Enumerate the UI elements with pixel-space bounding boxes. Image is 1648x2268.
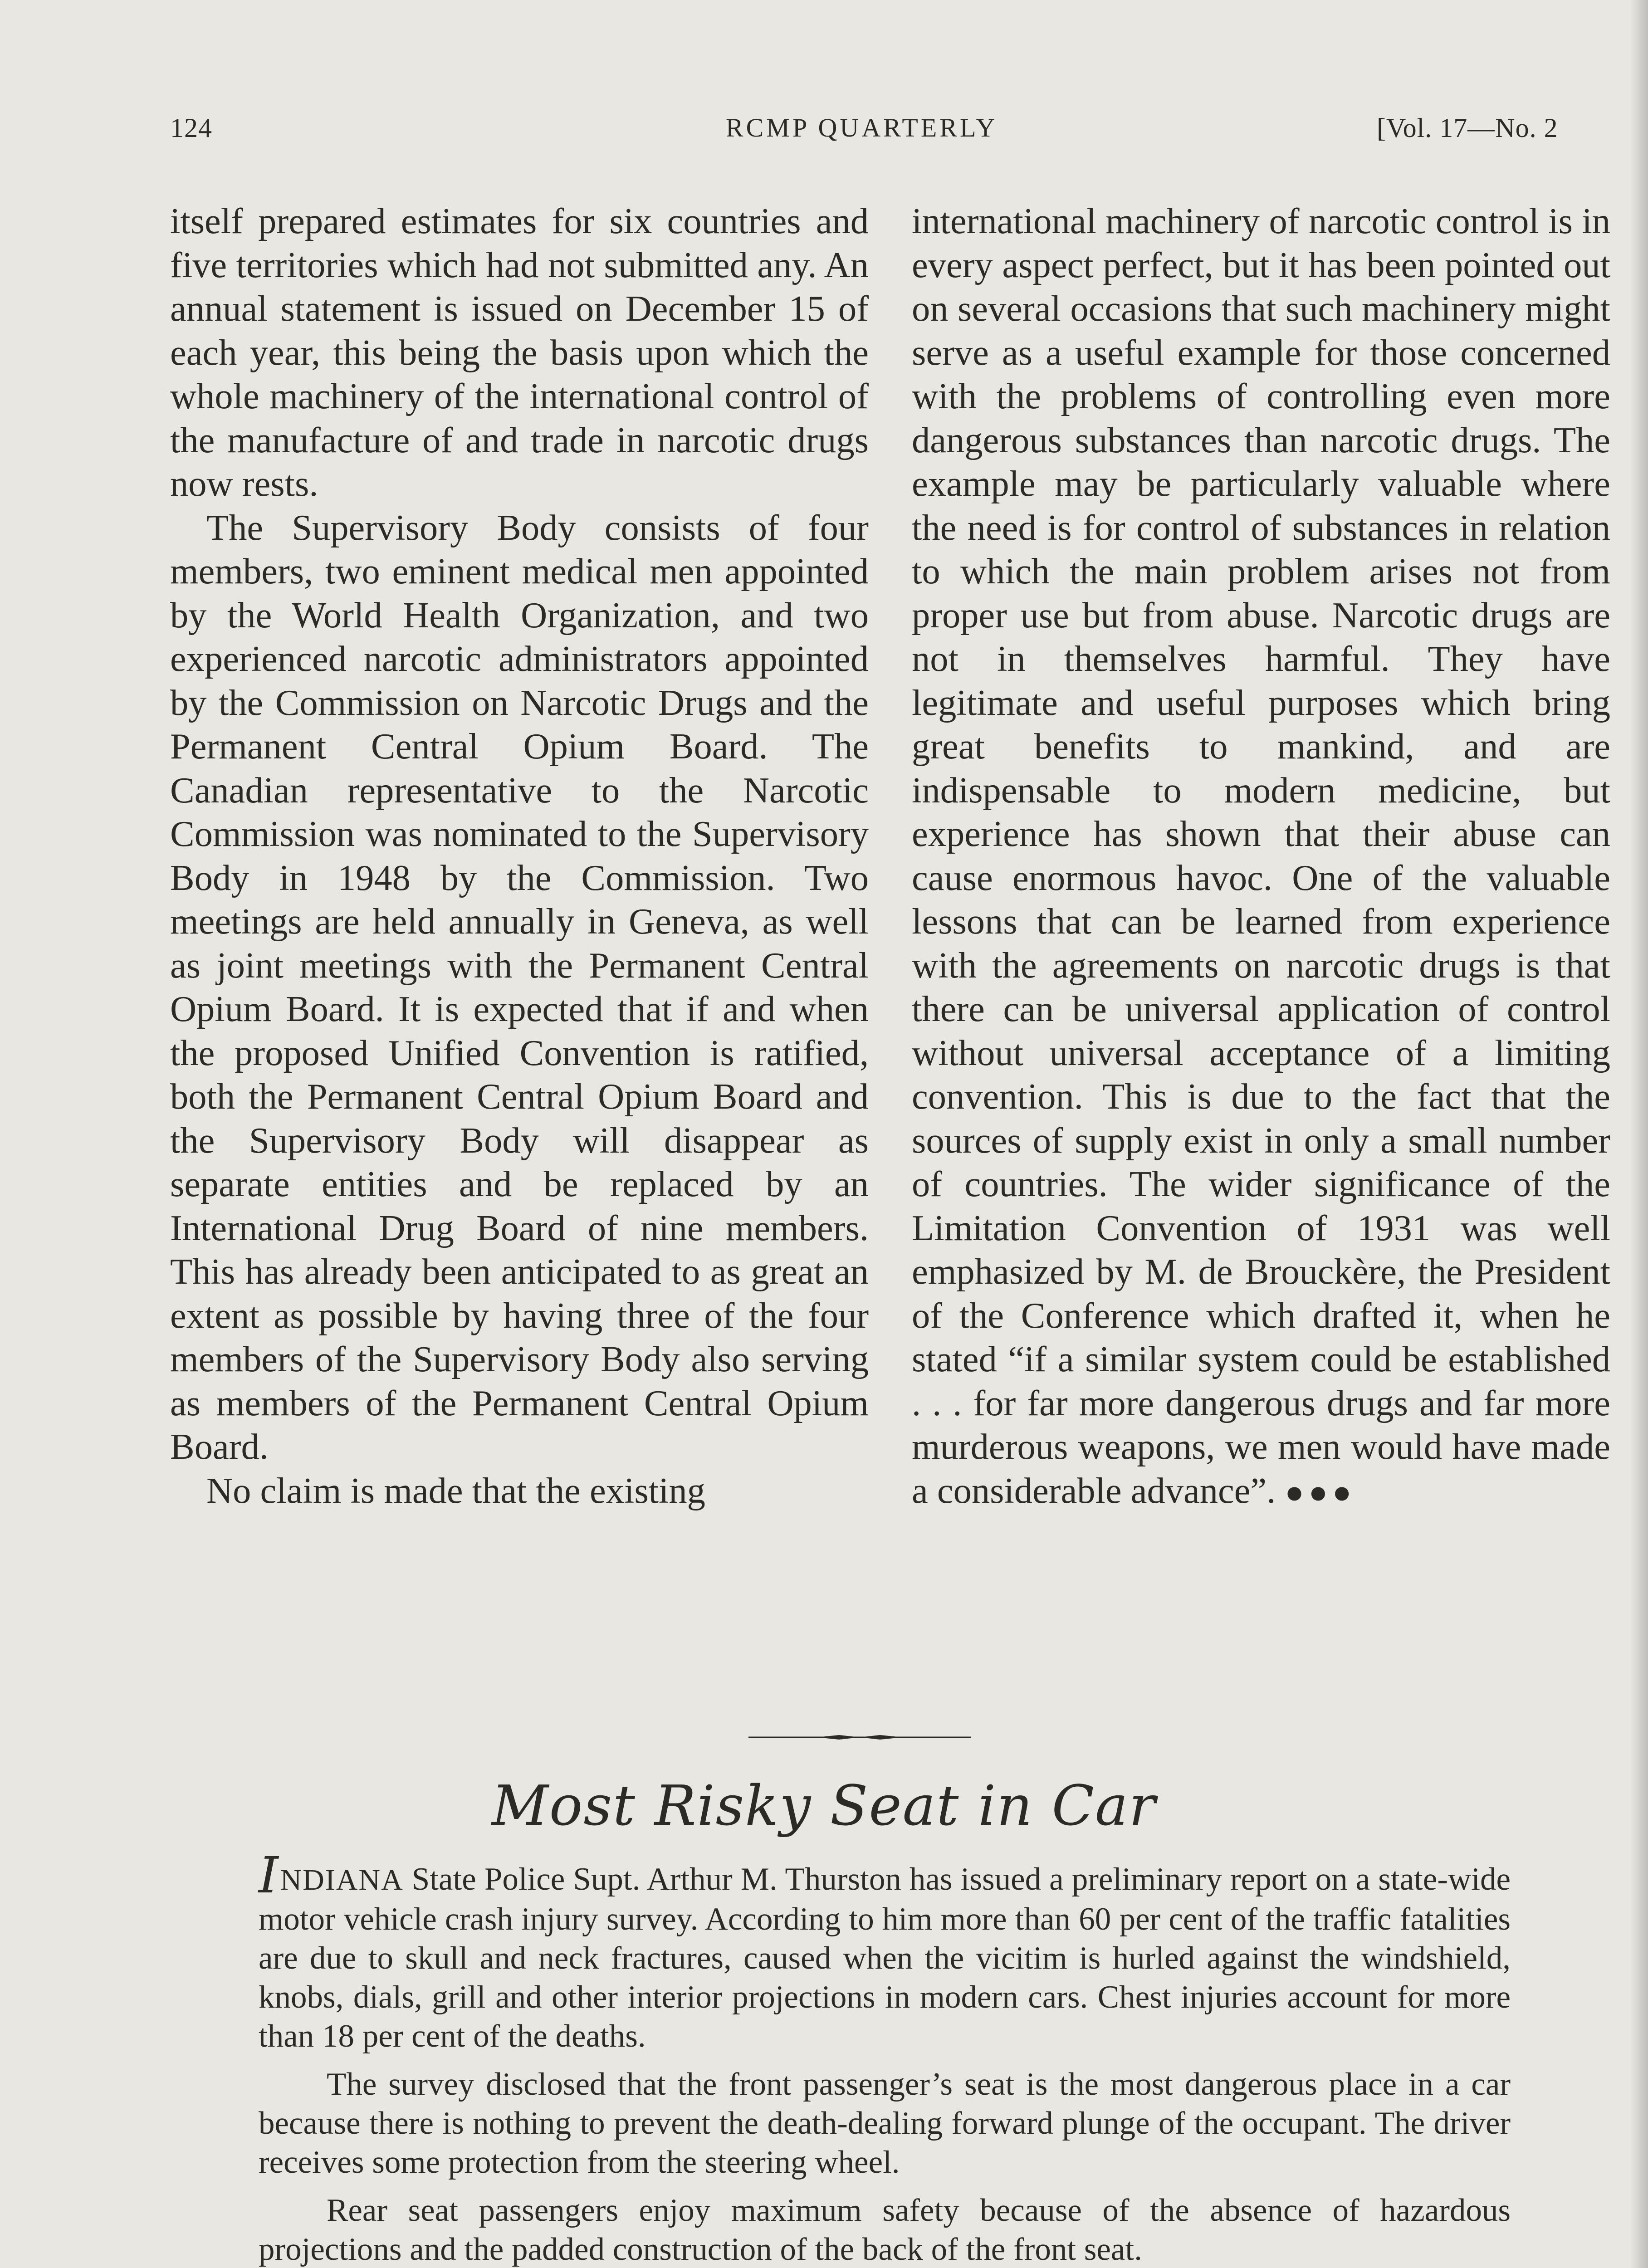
left-paragraph-2: The Supervisory Body consists of four members, two eminent medical men appointed by the World Health Organization, and two experienced narcotic administrators appointed by the Commission on Narcotic Drugs and the Permanent Central Opium Board. The Canadian representative to the Narcotic Commission was nominated to the Supervisory Body in 1948 by the Commission. Two meetings are held annually in Geneva, as well as joint meetings with the Permanent Central Opium Board. It is expected that if and when the proposed Unified Convention is ratified, both the Permanent Central Opium Board and the Supervisory Body will disappear as separate entities and be replaced by an International Drug Board of nine members. This has already been anticipated to as great an extent as possible by having three of the four members of the Supervisory Body also serving as members of the Permanent Central Opium Board. (170, 507, 869, 1467)
volume-label: [Vol. 17—No. 2 (1377, 113, 1558, 143)
publication-title: RCMP QUARTERLY (726, 113, 998, 142)
article-paragraph-1 (259, 1846, 1511, 2056)
article-title: Most Risky Seat in Car (492, 1774, 1156, 1838)
article-paragraph-2: The survey disclosed that the front passenger’s seat is the most dangerous place in a car because there is nothing to prevent the death-dealing forward plunge of the occupant. The driver receives some protection from the steering wheel. (259, 2067, 1511, 2180)
end-mark: ●●● (1285, 1475, 1356, 1510)
article-paragraph-3: Rear seat passengers enjoy maximum safety because of the absence of hazardous projections and the padded construction of the back of the front seat. (259, 2193, 1511, 2267)
article-paragraph-1-text: State Police Supt. Arthur M. Thurston has issued a preliminary report on a state-wide motor vehicle crash injury survey. According to him more than 60 per cent of the traffic fatalities are due to skull and neck fractures, caused when the vicitim is hurled against the windshield, knobs, dials, grill and other interior projections in modern cars. Chest injuries account for more than 18 per cent of the deaths. (259, 1862, 1511, 2054)
page-edge-shadow (1630, 0, 1648, 2268)
drop-cap: I (259, 1846, 279, 1904)
right-column (912, 200, 1610, 1515)
right-paragraph-1 (912, 200, 1610, 1515)
divider-ornament-icon (748, 1734, 971, 1740)
left-paragraph-3: No claim is made that the existing (206, 1470, 705, 1511)
section-divider (748, 1734, 971, 1737)
left-column (170, 200, 869, 1513)
article-body (259, 1846, 1511, 2268)
right-paragraph-1-text: international machinery of narcotic control is in every aspect perfect, but it has been pointed out on several occasions that such machinery might serve as a useful example for those concerned with the problems of controlling even more dangerous substances than narcotic drugs. The example may be particularly valuable where the need is for control of substances in relation to which the main problem arises not from proper use but from abuse. Narcotic drugs are not in themselves harmful. They have legitimate and useful purposes which bring great benefits to mankind, and are indispensable to modern medicine, but experience has shown that their abuse can cause enormous havoc. One of the valuable lessons that can be learned from experience with the agreements on narcotic drugs is that there can be universal application of control without universal acceptance of a limiting convention. This is due to the fact that the sources of supply exist in only a small number of countries. The wider significance of the Limitation Convention of 1931 was well emphasized by M. de Brouckère, the President of the Conference which drafted it, when he stated “if a similar system could be established . . . for far more dangerous drugs and far more murderous weapons, we men would have made a considerable advance”. (912, 201, 1610, 1511)
left-paragraph-1: itself prepared estimates for six countries and five territories which had not submitted any. An annual statement is issued on December 15 of each year, this being the basis upon which the whole machinery of the international control of the manufacture of and trade in narcotic drugs now rests. (170, 201, 869, 504)
page-number: 124 (170, 113, 212, 143)
lead-smallcaps: NDIANA (280, 1863, 404, 1897)
